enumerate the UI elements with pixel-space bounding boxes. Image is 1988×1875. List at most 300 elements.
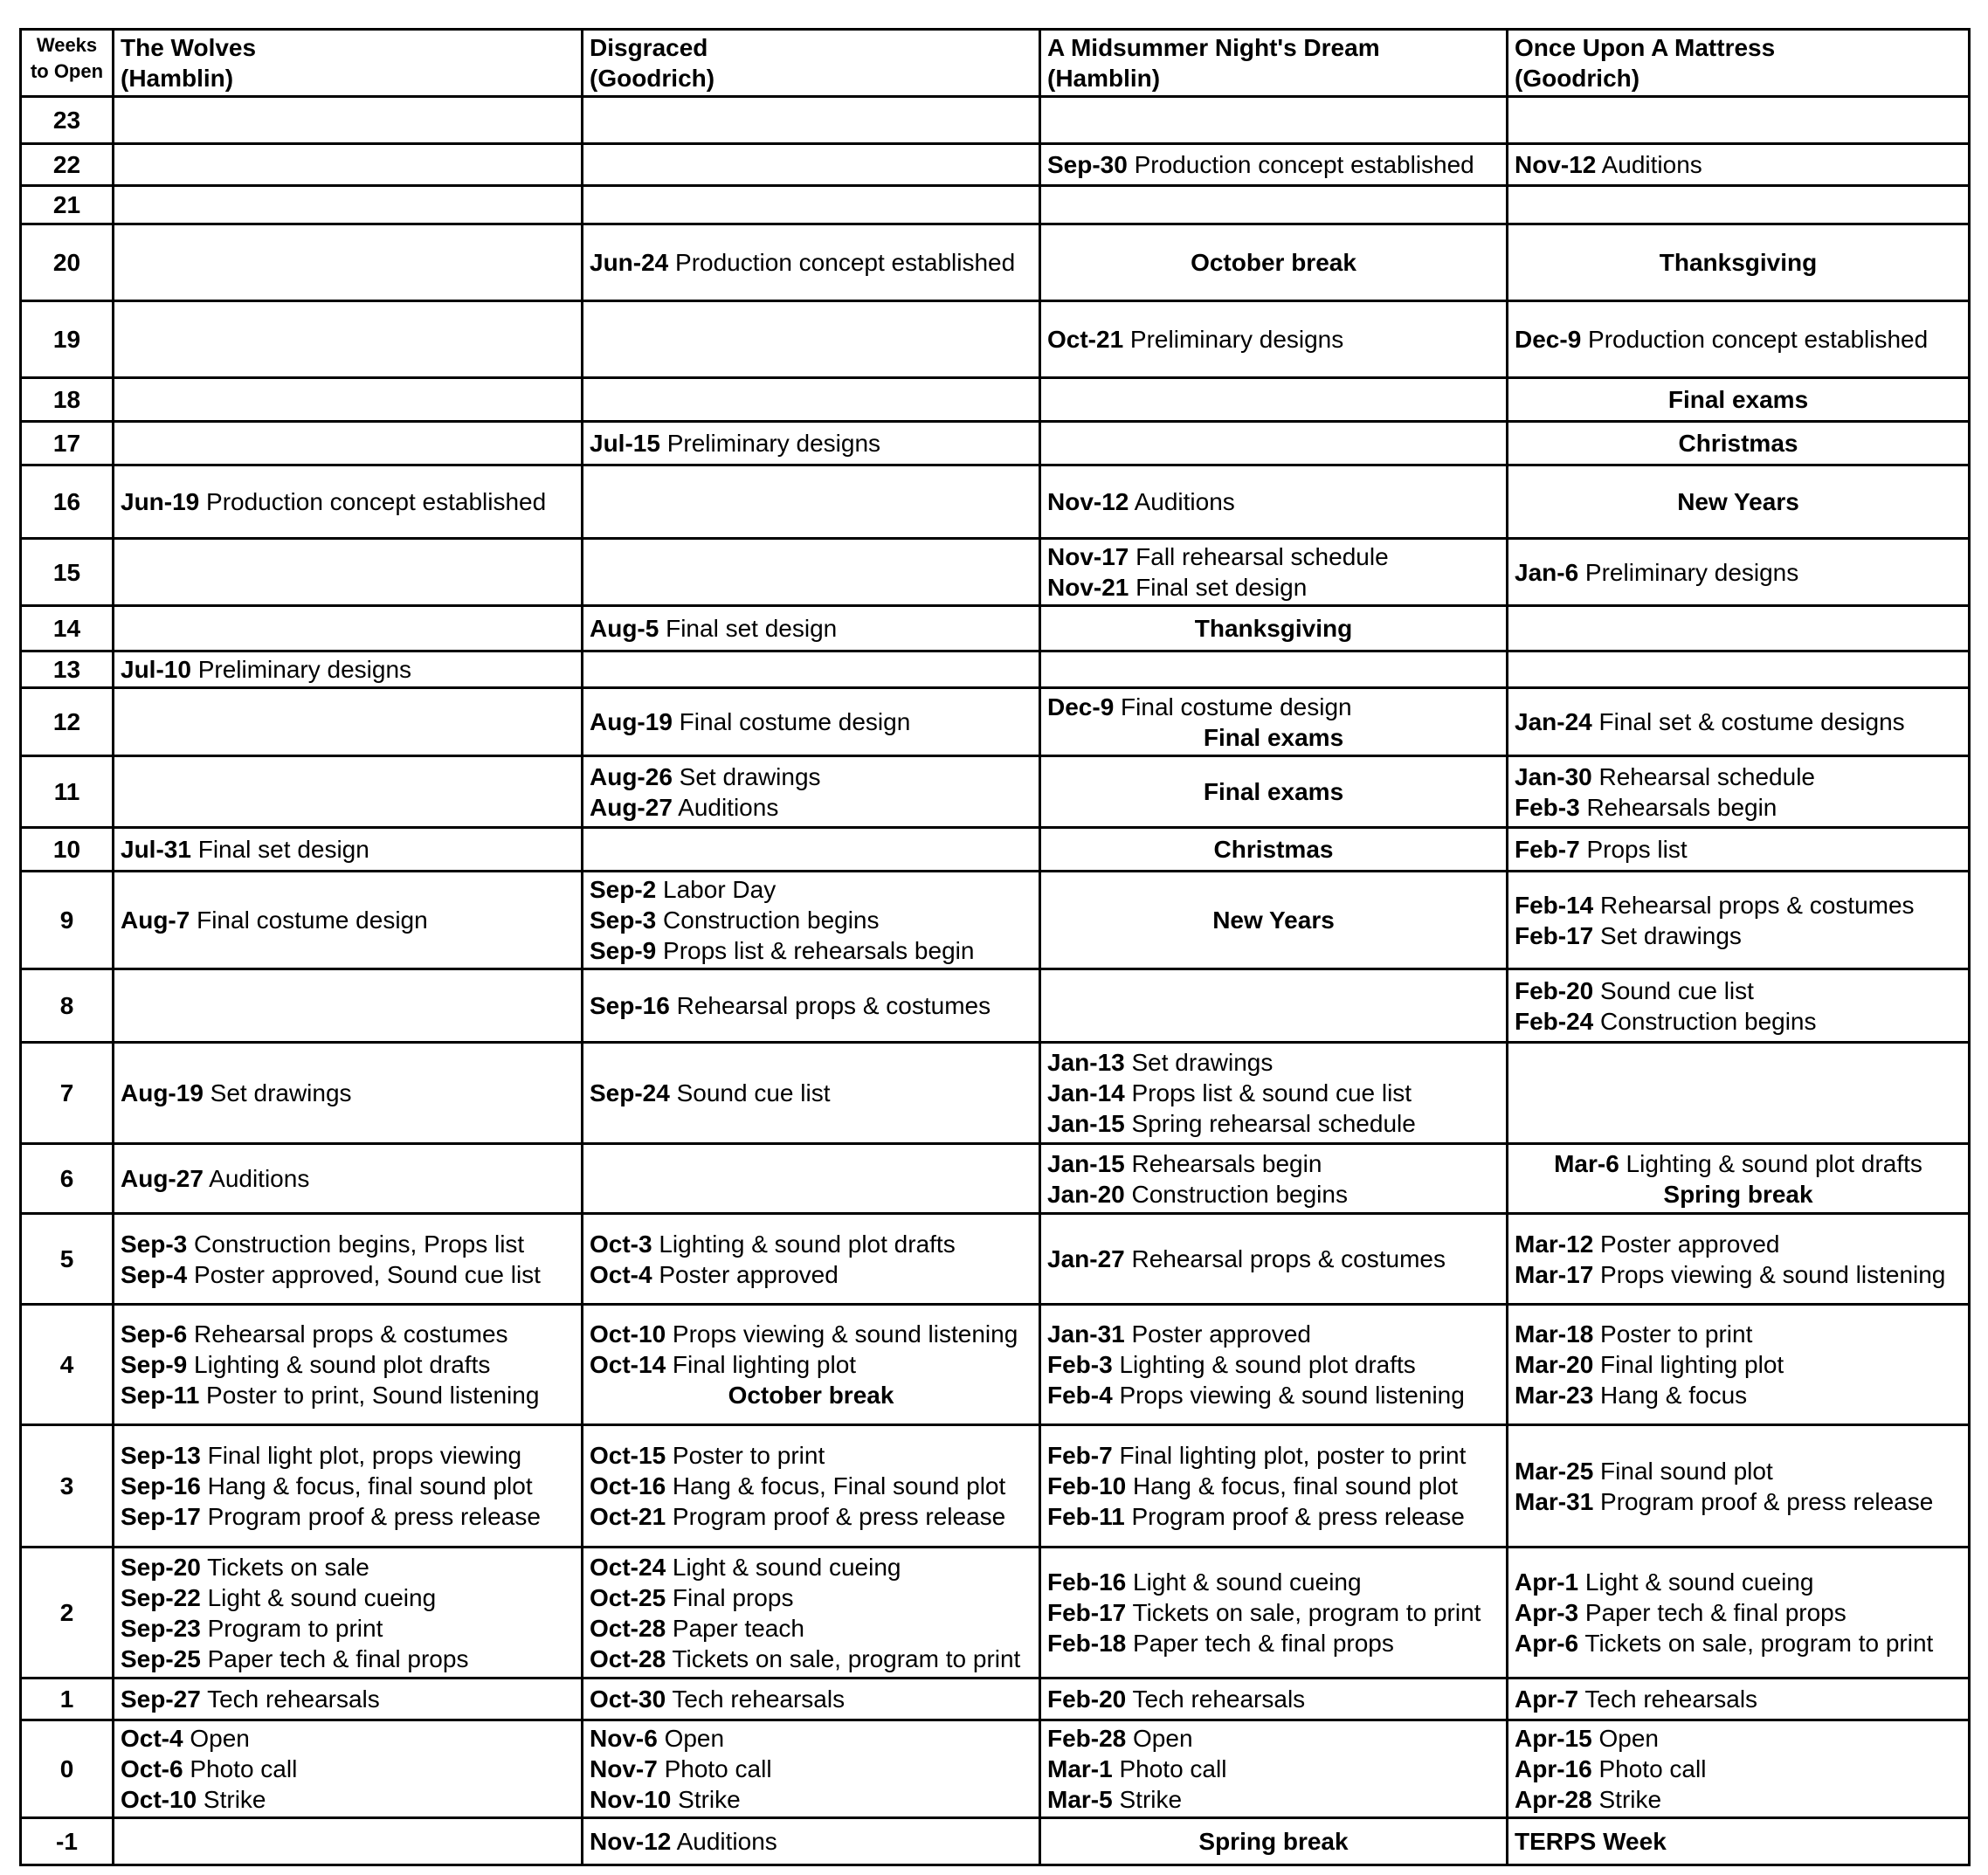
- weeks-to-open-cell: 17: [21, 422, 114, 465]
- entry-date: Mar-6: [1554, 1149, 1619, 1177]
- schedule-entry: [1515, 1723, 1962, 1754]
- schedule-cell-once-upon-a-mattress: [1508, 828, 1970, 872]
- entry-date: Jul-15: [590, 430, 660, 457]
- weeks-to-open-cell: 2: [21, 1548, 114, 1679]
- entry-text: Final sound plot: [1593, 1457, 1773, 1485]
- entry-text: Final props: [666, 1583, 794, 1611]
- schedule-entry: [1047, 1179, 1500, 1210]
- entry-text: Fall rehearsal schedule: [1129, 543, 1389, 570]
- schedule-cell-midsummer: [1040, 224, 1508, 301]
- schedule-entry: [1047, 1567, 1500, 1597]
- calendar-note: Final exams: [1203, 723, 1344, 751]
- schedule-cell-midsummer: [1040, 1043, 1508, 1144]
- entry-date: Oct-30: [590, 1685, 666, 1713]
- schedule-body: [21, 97, 1970, 1865]
- entry-text: Production concept established: [668, 249, 1016, 276]
- entry-date: Aug-27: [590, 793, 673, 821]
- entry-date: Feb-20: [1047, 1685, 1127, 1713]
- entry-date: Jan-13: [1047, 1049, 1125, 1076]
- entry-text: Final set design: [1129, 574, 1308, 601]
- entry-date: Aug-27: [121, 1165, 204, 1192]
- schedule-entry: [121, 1259, 575, 1290]
- schedule-entry: [1515, 1784, 1962, 1815]
- calendar-note: Final exams: [1667, 386, 1809, 413]
- schedule-cell-disgraced: [583, 688, 1040, 756]
- weeks-to-open-cell: 19: [21, 301, 114, 378]
- entry-date: Sep-23: [121, 1614, 201, 1642]
- schedule-row: [21, 1818, 1970, 1865]
- schedule-entry: [590, 874, 1032, 905]
- schedule-cell-once-upon-a-mattress: [1508, 1144, 1970, 1214]
- schedule-entry: [121, 1319, 575, 1349]
- schedule-entry: [1515, 1456, 1962, 1486]
- schedule-cell-once-upon-a-mattress: [1508, 1305, 1970, 1425]
- entry-text: Sound cue list: [669, 1079, 831, 1106]
- schedule-entry: [1515, 149, 1962, 180]
- entry-date: Apr-28: [1515, 1786, 1592, 1813]
- weeks-to-open-cell: 9: [21, 872, 114, 969]
- schedule-cell-midsummer: [1040, 186, 1508, 224]
- schedule-row: [21, 1720, 1970, 1818]
- schedule-row: [21, 1425, 1970, 1548]
- entry-text: Production concept established: [199, 488, 547, 515]
- entry-date: Jan-20: [1047, 1180, 1125, 1208]
- schedule-cell-midsummer: [1040, 872, 1508, 969]
- entry-text: Rehearsal props & costumes: [1593, 891, 1915, 919]
- schedule-row: [21, 224, 1970, 301]
- schedule-cell-the-wolves: [114, 969, 583, 1043]
- entry-text: Preliminary designs: [190, 656, 412, 683]
- entry-text: Light & sound cueing: [1578, 1568, 1814, 1596]
- calendar-note: October break: [728, 1382, 894, 1409]
- schedule-entry: [590, 1440, 1032, 1471]
- entry-text: Auditions: [1596, 151, 1702, 178]
- schedule-cell-disgraced: [583, 224, 1040, 301]
- entry-date: Apr-15: [1515, 1725, 1592, 1752]
- schedule-cell-midsummer: [1040, 969, 1508, 1043]
- entry-date: Nov-7: [590, 1755, 658, 1782]
- weeks-to-open-cell: 14: [21, 606, 114, 651]
- entry-date: Mar-17: [1515, 1260, 1594, 1288]
- schedule-entry: [121, 654, 575, 685]
- schedule-entry: [1515, 557, 1962, 588]
- entry-date: TERPS Week: [1515, 1828, 1667, 1855]
- entry-text: Hang & focus: [1593, 1382, 1748, 1409]
- schedule-cell-once-upon-a-mattress: [1508, 756, 1970, 828]
- entry-date: Dec-9: [1047, 693, 1115, 720]
- schedule-cell-midsummer: [1040, 1818, 1508, 1865]
- schedule-cell-once-upon-a-mattress: [1508, 224, 1970, 301]
- schedule-cell-disgraced: [583, 1548, 1040, 1679]
- schedule-entry: [590, 1349, 1032, 1380]
- schedule-row: [21, 969, 1970, 1043]
- schedule-entry: [590, 613, 1032, 644]
- schedule-entry: [121, 1501, 575, 1532]
- entry-date: Sep-30: [1047, 151, 1128, 178]
- entry-text: Auditions: [1129, 488, 1235, 515]
- entry-date: Sep-22: [121, 1583, 201, 1611]
- entry-date: Aug-19: [590, 708, 673, 735]
- schedule-entry: [121, 1784, 575, 1815]
- entry-text: Construction begins, Props list: [187, 1230, 525, 1258]
- entry-text: Open: [183, 1725, 250, 1752]
- entry-date: Sep-11: [121, 1382, 200, 1409]
- schedule-cell-once-upon-a-mattress: [1508, 1425, 1970, 1548]
- schedule-cell-midsummer: [1040, 828, 1508, 872]
- show-header-midsummer: A Midsummer Night's Dream (Hamblin): [1040, 30, 1508, 97]
- entry-date: Feb-18: [1047, 1630, 1127, 1657]
- schedule-entry: [1047, 1684, 1500, 1714]
- schedule-entry: [590, 1501, 1032, 1532]
- entry-text: Final costume design: [1114, 693, 1352, 720]
- weeks-to-open-cell: 8: [21, 969, 114, 1043]
- entry-text: Open: [1591, 1725, 1659, 1752]
- schedule-cell-midsummer: [1040, 465, 1508, 539]
- schedule-entry: [590, 1259, 1032, 1290]
- calendar-note: Thanksgiving: [1659, 249, 1818, 276]
- weeks-to-open-cell: 7: [21, 1043, 114, 1144]
- schedule-row: [21, 1305, 1970, 1425]
- schedule-cell-once-upon-a-mattress: [1508, 378, 1970, 422]
- entry-date: Apr-3: [1515, 1599, 1579, 1626]
- entry-text: Props list: [1579, 836, 1688, 863]
- schedule-entry: [1047, 1319, 1500, 1349]
- entry-text: Poster approved: [1124, 1320, 1311, 1348]
- schedule-entry: [121, 1644, 575, 1674]
- schedule-row: [21, 301, 1970, 378]
- entry-text: Construction begins: [1593, 1007, 1817, 1035]
- entry-date: Feb-20: [1515, 976, 1594, 1004]
- entry-text: Set drawings: [203, 1079, 352, 1106]
- entry-text: Program proof & press release: [1593, 1487, 1934, 1515]
- weeks-to-open-cell: 21: [21, 186, 114, 224]
- schedule-entry: [1047, 692, 1500, 722]
- schedule-entry: [590, 1784, 1032, 1815]
- weeks-to-open-header: Weeks to Open: [21, 30, 114, 97]
- schedule-cell-midsummer: [1040, 1720, 1508, 1818]
- calendar-note: Christmas: [1213, 836, 1334, 863]
- schedule-entry: [1515, 834, 1962, 865]
- entry-text: Set drawings: [672, 762, 821, 790]
- entry-text: Rehearsals begin: [1579, 793, 1777, 821]
- entry-text: Tickets on sale: [200, 1553, 369, 1581]
- schedule-cell-once-upon-a-mattress: [1508, 1548, 1970, 1679]
- entry-date: Oct-4: [590, 1260, 652, 1288]
- schedule-entry: [1047, 1597, 1500, 1628]
- schedule-cell-the-wolves: [114, 688, 583, 756]
- schedule-entry: [590, 1552, 1032, 1582]
- entry-date: Sep-17: [121, 1503, 201, 1530]
- entry-date: Mar-31: [1515, 1487, 1594, 1515]
- entry-date: Mar-23: [1515, 1382, 1594, 1409]
- entry-text: Program proof & press release: [1124, 1503, 1465, 1530]
- schedule-entry: [1515, 1319, 1962, 1349]
- entry-date: Jan-15: [1047, 1149, 1125, 1177]
- schedule-entry: [121, 905, 575, 935]
- entry-date: Sep-25: [121, 1644, 201, 1672]
- schedule-row: [21, 651, 1970, 688]
- entry-text: Program proof & press release: [200, 1503, 541, 1530]
- entry-text: Strike: [1591, 1786, 1662, 1813]
- schedule-cell-midsummer: [1040, 97, 1508, 144]
- schedule-cell-midsummer: [1040, 651, 1508, 688]
- entry-text: Construction begins: [1124, 1180, 1348, 1208]
- schedule-entry: [1047, 486, 1500, 517]
- entry-text: Photo call: [1591, 1755, 1707, 1782]
- entry-date: Mar-18: [1515, 1320, 1594, 1348]
- schedule-entry: [590, 1754, 1032, 1784]
- entry-text: Preliminary designs: [659, 430, 881, 457]
- schedule-entry: [121, 486, 575, 517]
- weeks-to-open-cell: 11: [21, 756, 114, 828]
- calendar-note: Final exams: [1203, 778, 1344, 805]
- entry-date: Nov-21: [1047, 574, 1129, 601]
- entry-text: Tickets on sale, program to print: [666, 1644, 1021, 1672]
- schedule-entry: [121, 1684, 575, 1714]
- entry-text: Labor Day: [656, 876, 777, 903]
- entry-date: Feb-17: [1515, 921, 1594, 949]
- schedule-cell-the-wolves: [114, 1305, 583, 1425]
- schedule-cell-the-wolves: [114, 828, 583, 872]
- schedule-row: [21, 539, 1970, 606]
- schedule-cell-the-wolves: [114, 97, 583, 144]
- schedule-entry: [1515, 1006, 1962, 1037]
- entry-text: Sound cue list: [1593, 976, 1754, 1004]
- schedule-entry: [1047, 324, 1500, 355]
- entry-date: Nov-12: [590, 1828, 672, 1855]
- schedule-cell-midsummer: [1040, 1144, 1508, 1214]
- entry-text: Light & sound cueing: [1126, 1568, 1362, 1596]
- schedule-entry: [590, 428, 1032, 458]
- schedule-cell-midsummer: [1040, 422, 1508, 465]
- schedule-cell-the-wolves: [114, 224, 583, 301]
- entry-text: Final set design: [659, 615, 838, 642]
- entry-text: Paper tech & final props: [1126, 1630, 1394, 1657]
- entry-text: Tickets on sale, program to print: [1578, 1630, 1934, 1657]
- schedule-entry: [1047, 1784, 1500, 1815]
- schedule-cell-midsummer: [1040, 301, 1508, 378]
- entry-text: Props list & rehearsals begin: [656, 937, 975, 964]
- schedule-entry: [121, 1440, 575, 1471]
- schedule-cell-disgraced: [583, 606, 1040, 651]
- entry-text: Lighting & sound plot drafts: [652, 1230, 956, 1258]
- schedule-entry: [590, 1644, 1032, 1674]
- schedule-entry: [121, 1552, 575, 1582]
- entry-text: Final costume design: [672, 708, 911, 735]
- entry-text: Lighting & sound plot drafts: [187, 1351, 491, 1378]
- schedule-cell-disgraced: [583, 969, 1040, 1043]
- calendar-note: Spring break: [1663, 1180, 1813, 1208]
- schedule-entry: [590, 1723, 1032, 1754]
- schedule-row: [21, 422, 1970, 465]
- entry-date: Feb-3: [1515, 793, 1580, 821]
- entry-text: Tech rehearsals: [666, 1685, 846, 1713]
- entry-text: Preliminary designs: [1578, 558, 1799, 586]
- calendar-note: New Years: [1212, 906, 1335, 934]
- schedule-cell-once-upon-a-mattress: [1508, 144, 1970, 186]
- weeks-to-open-cell: 6: [21, 1144, 114, 1214]
- schedule-entry: [1515, 1229, 1962, 1259]
- schedule-cell-the-wolves: [114, 144, 583, 186]
- entry-text: Props list & sound cue list: [1124, 1079, 1412, 1106]
- schedule-entry: [590, 707, 1032, 737]
- schedule-cell-once-upon-a-mattress: [1508, 186, 1970, 224]
- entry-date: Jan-30: [1515, 762, 1592, 790]
- entry-date: Oct-21: [590, 1503, 666, 1530]
- schedule-cell-once-upon-a-mattress: [1508, 872, 1970, 969]
- entry-date: Feb-4: [1047, 1382, 1113, 1409]
- schedule-cell-the-wolves: [114, 465, 583, 539]
- calendar-note: Thanksgiving: [1194, 615, 1353, 642]
- schedule-cell-disgraced: [583, 1214, 1040, 1305]
- schedule-cell-disgraced: [583, 422, 1040, 465]
- schedule-cell-the-wolves: [114, 756, 583, 828]
- weeks-to-open-cell: 3: [21, 1425, 114, 1548]
- schedule-row: [21, 1548, 1970, 1679]
- schedule-entry: [590, 792, 1032, 823]
- entry-text: Paper teach: [666, 1614, 804, 1642]
- schedule-entry: [1515, 1349, 1962, 1380]
- schedule-cell-once-upon-a-mattress: [1508, 969, 1970, 1043]
- schedule-cell-disgraced: [583, 872, 1040, 969]
- schedule-cell-disgraced: [583, 465, 1040, 539]
- entry-date: Aug-7: [121, 906, 190, 934]
- schedule-cell-midsummer: [1040, 539, 1508, 606]
- schedule-cell-disgraced: [583, 144, 1040, 186]
- entry-date: Aug-19: [121, 1079, 204, 1106]
- schedule-cell-once-upon-a-mattress: [1508, 301, 1970, 378]
- show-header-disgraced: Disgraced (Goodrich): [583, 30, 1040, 97]
- entry-date: Jan-27: [1047, 1245, 1125, 1272]
- schedule-cell-the-wolves: [114, 1818, 583, 1865]
- schedule-cell-once-upon-a-mattress: [1508, 688, 1970, 756]
- schedule-row: [21, 465, 1970, 539]
- entry-date: Nov-10: [590, 1786, 672, 1813]
- header-row: [21, 30, 1970, 97]
- schedule-cell-once-upon-a-mattress: [1508, 1720, 1970, 1818]
- entry-date: Feb-28: [1047, 1725, 1127, 1752]
- schedule-cell-the-wolves: [114, 1043, 583, 1144]
- entry-date: Sep-16: [590, 992, 670, 1019]
- schedule-row: [21, 872, 1970, 969]
- entry-date: Sep-9: [590, 937, 657, 964]
- entry-text: Poster approved: [1593, 1230, 1780, 1258]
- weeks-to-open-cell: 18: [21, 378, 114, 422]
- schedule-cell-once-upon-a-mattress: [1508, 539, 1970, 606]
- entry-date: Sep-27: [121, 1685, 201, 1713]
- show-header-once-upon-a-mattress: Once Upon A Mattress (Goodrich): [1508, 30, 1970, 97]
- entry-date: Jan-24: [1515, 708, 1592, 735]
- schedule-entry: [590, 247, 1032, 278]
- entry-date: Jul-10: [121, 656, 191, 683]
- entry-date: Oct-4: [121, 1725, 183, 1752]
- entry-date: Feb-10: [1047, 1472, 1127, 1499]
- entry-date: Jan-31: [1047, 1320, 1125, 1348]
- entry-date: Mar-5: [1047, 1786, 1113, 1813]
- weeks-to-open-cell: 10: [21, 828, 114, 872]
- entry-date: Feb-17: [1047, 1599, 1127, 1626]
- entry-text: Program to print: [200, 1614, 383, 1642]
- entry-text: Poster approved: [652, 1260, 839, 1288]
- schedule-entry: [590, 1078, 1032, 1108]
- entry-date: Nov-12: [1047, 488, 1129, 515]
- schedule-entry: [1047, 1440, 1500, 1471]
- entry-text: Poster to print: [666, 1442, 825, 1469]
- schedule-cell-disgraced: [583, 756, 1040, 828]
- schedule-entry: [121, 1613, 575, 1644]
- schedule-entry: [1047, 1501, 1500, 1532]
- entry-date: Jun-19: [121, 488, 200, 515]
- entry-text: Final set design: [190, 836, 369, 863]
- schedule-entry: [121, 1163, 575, 1194]
- schedule-row: [21, 606, 1970, 651]
- entry-text: Hang & focus, Final sound plot: [666, 1472, 1006, 1499]
- weeks-to-open-cell: 12: [21, 688, 114, 756]
- entry-text: Lighting & sound plot drafts: [1112, 1351, 1416, 1378]
- entry-text: Strike: [671, 1786, 741, 1813]
- weeks-to-open-cell: 13: [21, 651, 114, 688]
- schedule-entry: [590, 1582, 1032, 1613]
- schedule-cell-once-upon-a-mattress: [1508, 422, 1970, 465]
- entry-text: Rehearsals begin: [1124, 1149, 1322, 1177]
- schedule-entry: [1047, 1108, 1500, 1139]
- schedule-cell-the-wolves: [114, 301, 583, 378]
- entry-date: Oct-28: [590, 1644, 666, 1672]
- schedule-cell-the-wolves: [114, 1214, 583, 1305]
- weeks-to-open-cell: 5: [21, 1214, 114, 1305]
- schedule-entry: [590, 1684, 1032, 1714]
- entry-date: Oct-14: [590, 1351, 666, 1378]
- entry-date: Aug-26: [590, 762, 673, 790]
- entry-text: Final set & costume designs: [1591, 708, 1905, 735]
- entry-date: Mar-1: [1047, 1755, 1113, 1782]
- schedule-entry: [590, 1471, 1032, 1501]
- schedule-entry: [590, 1826, 1032, 1857]
- entry-date: Feb-16: [1047, 1568, 1127, 1596]
- entry-date: Apr-6: [1515, 1630, 1579, 1657]
- schedule-cell-the-wolves: [114, 1548, 583, 1679]
- entry-date: Oct-3: [590, 1230, 652, 1258]
- schedule-entry: [590, 905, 1032, 935]
- entry-date: Sep-9: [121, 1351, 188, 1378]
- entry-text: Tech rehearsals: [1578, 1685, 1758, 1713]
- entry-date: Jun-24: [590, 249, 669, 276]
- entry-date: Dec-9: [1515, 326, 1582, 353]
- schedule-cell-midsummer: [1040, 1305, 1508, 1425]
- schedule-cell-the-wolves: [114, 872, 583, 969]
- schedule-cell-midsummer: [1040, 756, 1508, 828]
- entry-date: Jan-14: [1047, 1079, 1125, 1106]
- schedule-entry: [121, 1349, 575, 1380]
- schedule-entry: [1515, 920, 1962, 951]
- weeks-to-open-cell: -1: [21, 1818, 114, 1865]
- schedule-cell-disgraced: [583, 1144, 1040, 1214]
- entry-date: Sep-13: [121, 1442, 201, 1469]
- entry-date: Sep-2: [590, 876, 657, 903]
- schedule-entry: [590, 1319, 1032, 1349]
- entry-date: Nov-6: [590, 1725, 658, 1752]
- entry-text: Poster approved, Sound cue list: [187, 1260, 541, 1288]
- entry-text: Production concept established: [1127, 151, 1474, 178]
- entry-date: Oct-16: [590, 1472, 666, 1499]
- schedule-entry: [121, 1078, 575, 1108]
- schedule-entry: [1047, 1047, 1500, 1078]
- entry-date: Nov-12: [1515, 151, 1597, 178]
- schedule-cell-once-upon-a-mattress: [1508, 606, 1970, 651]
- entry-date: Oct-24: [590, 1553, 666, 1581]
- entry-date: Oct-15: [590, 1442, 666, 1469]
- schedule-cell-the-wolves: [114, 1679, 583, 1720]
